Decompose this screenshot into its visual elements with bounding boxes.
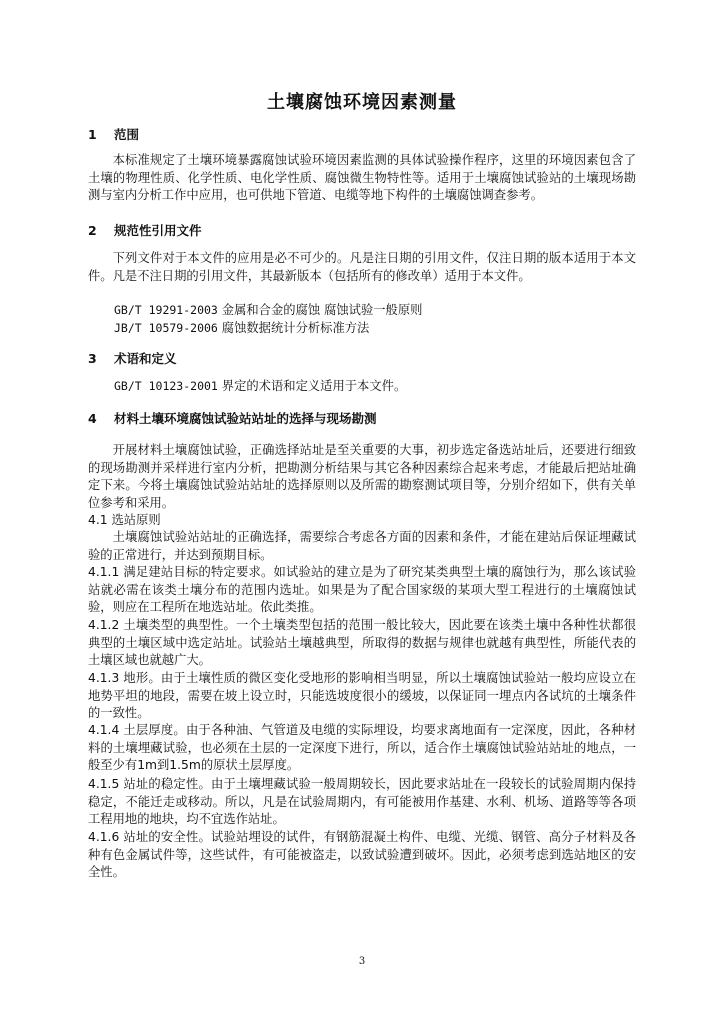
section-1-heading (88, 126, 139, 144)
section-1-paragraph: 本标准规定了土壤环境暴露腐蚀试验环境因素监测的具体试验操作程序，这里的环境因素包含了土壤的物理性质、化学性质、电化学性质、腐蚀微生物特性等。适用于土壤腐蚀试验站的土壤现场勘测与室内分析工作中应用，也可供地下管道、电缆等地下构件的土壤腐蚀调查参考。 (88, 153, 636, 203)
section-title: 范围 (114, 127, 140, 142)
clause-4-1-2: 4.1.2 土壤类型的典型性。一个土壤类型包括的范围一般比较大，因此要在该类土壤中各种性状都很典型的土壤区域中选定站址。试验站土壤越典型，所取得的数据与规律也就越有典型性，所能代表的土壤区域也就越广大。 (88, 618, 636, 668)
reference-title: 金属和合金的腐蚀 腐蚀试验一般原则 (221, 303, 423, 317)
section-4-intro-paragraph: 开展材料土壤腐蚀试验，正确选择站址是至关重要的大事，初步选定备选站址后，还要进行细致的现场勘测并采样进行室内分析，把勘测分析结果与其它各种因素综合起来考虑，才能最后把站址确定下来。今将土壤腐蚀试验站站址的选择原则以及所需的勘察测试项目等，分别介绍如下，供有关单位参考和采用。 (88, 443, 636, 510)
clause-4-1-3: 4.1.3 地形。由于土壤性质的微区变化受地形的影响相当明显，所以土壤腐蚀试验站一般均应设立在地势平坦的地段，需要在坡上设立时，只能选坡度很小的缓坡，以保证同一埋点内各试坑的土壤条件的一致性。 (88, 671, 636, 721)
section-number: 2 (88, 223, 97, 238)
reference-code: JB/T 10579-2006 (114, 321, 218, 335)
reference-title: 腐蚀数据统计分析标准方法 (221, 321, 370, 335)
subsection-4-1-paragraph: 土壤腐蚀试验站站址的正确选择，需要综合考虑各方面的因素和条件，才能在建站后保证埋藏试验的正常进行，并达到预期目标。 (88, 530, 636, 562)
section-2-heading (88, 222, 202, 240)
terms-text: 界定的术语和定义适用于本文件。 (221, 379, 407, 393)
reference-item (114, 302, 422, 320)
section-2-paragraph: 下列文件对于本文件的应用是必不可少的。凡是注日期的引用文件，仅注日期的版本适用于本文件。凡是不注日期的引用文件，其最新版本（包括所有的修改单）适用于本文件。 (88, 251, 636, 283)
section-4-heading (88, 410, 377, 428)
page-number: 3 (358, 956, 366, 967)
subsection-4-1-heading: 4.1 选站原则 (88, 513, 161, 527)
section-number: 3 (88, 351, 97, 366)
reference-code: GB/T 19291-2003 (114, 303, 218, 317)
section-title: 规范性引用文件 (114, 223, 202, 238)
terms-statement (114, 378, 406, 396)
clause-4-1-1: 4.1.1 满足建站目标的特定要求。如试验站的建立是为了研究某类典型土壤的腐蚀行为，那么该试验站就必需在该类土壤分布的范围内选址。如果是为了配合国家级的某项大型工程进行的土壤腐蚀试验，则应在工程所在地选站址。依此类推。 (88, 565, 636, 615)
section-title: 材料土壤环境腐蚀试验站站址的选择与现场勘测 (114, 411, 377, 426)
reference-code: GB/T 10123-2001 (114, 379, 218, 393)
document-title: 土壤腐蚀环境因素测量 (267, 92, 457, 113)
reference-item (114, 320, 369, 338)
section-title: 术语和定义 (114, 351, 177, 366)
clause-4-1-6: 4.1.6 站址的安全性。试验站埋设的试件，有钢筋混凝土构件、电缆、光缆、钢管、高分子材料及各种有色金属试件等，这些试件，有可能被盗走，以致试验遭到破坏。因此，必须考虑到选站地区的安全性。 (88, 830, 636, 880)
section-number: 4 (88, 411, 97, 426)
section-3-heading (88, 350, 177, 368)
clause-4-1-5: 4.1.5 站址的稳定性。由于土壤埋藏试验一般周期较长，因此要求站址在一段较长的试验周期内保持稳定，不能迁走或移动。所以，凡是在试验周期内，有可能被用作基建、水利、机场、道路等等各项工程用地的地块，均不宜选作站址。 (88, 777, 636, 827)
section-number: 1 (88, 127, 97, 142)
clause-4-1-4: 4.1.4 土层厚度。由于各种油、气管道及电缆的实际埋设，均要求离地面有一定深度，因此，各种材料的土壤埋藏试验，也必须在土层的一定深度下进行，所以，适合作土壤腐蚀试验站站址的地点，一般至少有1m到1.5m的原状土层厚度。 (88, 723, 636, 773)
